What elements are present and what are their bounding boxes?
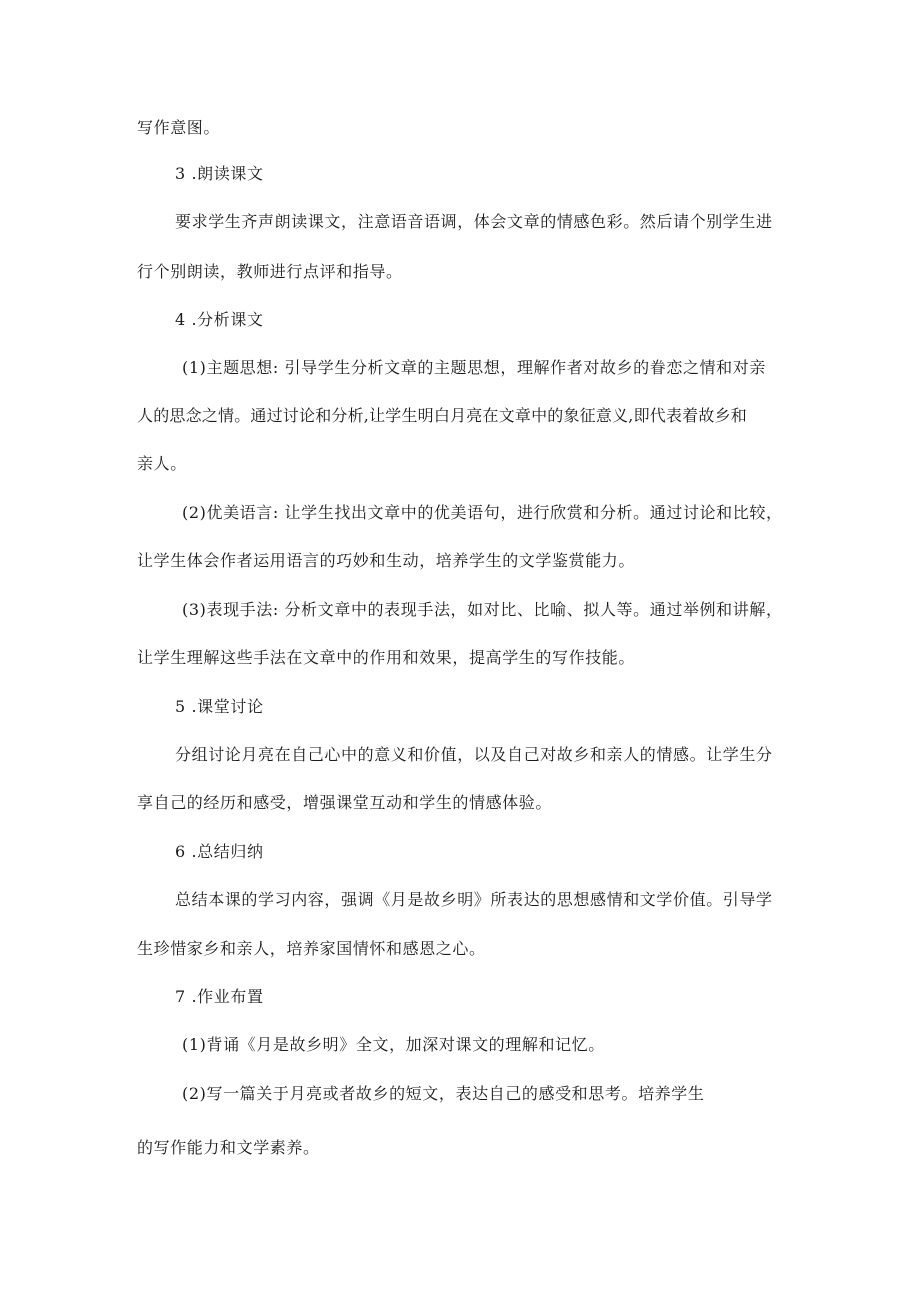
section-heading-summary: 6 .总结归纳 bbox=[175, 842, 264, 861]
text-line: 行个别朗读，教师进行点评和指导。 bbox=[137, 262, 403, 281]
text-line: 生珍惜家乡和亲人，培养家国情怀和感恩之心。 bbox=[137, 939, 486, 958]
text-line: 让学生体会作者运用语言的巧妙和生动，培养学生的文学鉴赏能力。 bbox=[137, 551, 636, 570]
text-line: 写作意图。 bbox=[137, 118, 221, 137]
section-heading-analysis: 4 .分析课文 bbox=[175, 310, 264, 329]
text-line: 享自己的经历和感受，增强课堂互动和学生的情感体验。 bbox=[137, 793, 553, 812]
text-line: 要求学生齐声朗读课文，注意语音语调，体会文章的情感色彩。然后请个别学生进 bbox=[175, 212, 773, 231]
text-line: 总结本课的学习内容，强调《月是故乡明》所表达的思想感情和文学价值。引导学 bbox=[175, 890, 773, 909]
text-line: (2)优美语言: 让学生找出文章中的优美语句，进行欣赏和分析。通过讨论和比较， bbox=[182, 503, 783, 522]
section-heading-reading: 3 .朗读课文 bbox=[175, 164, 264, 183]
text-line: (1)背诵《月是故乡明》全文，加深对课文的理解和记忆。 bbox=[182, 1035, 605, 1054]
section-heading-discussion: 5 .课堂讨论 bbox=[175, 697, 264, 716]
text-line: 人的思念之情。通过讨论和分析,让学生明白月亮在文章中的象征意义,即代表着故乡和 bbox=[137, 406, 747, 425]
text-line: (3)表现手法: 分析文章中的表现手法，如对比、比喻、拟人等。通过举例和讲解， bbox=[182, 600, 783, 619]
text-line: 分组讨论月亮在自己心中的意义和价值，以及自己对故乡和亲人的情感。让学生分 bbox=[175, 745, 773, 764]
text-line: 亲人。 bbox=[137, 454, 187, 473]
text-line: (1)主题思想: 引导学生分析文章的主题思想，理解作者对故乡的眷恋之情和对亲 bbox=[182, 358, 766, 377]
text-line: (2)写一篇关于月亮或者故乡的短文，表达自己的感受和思考。培养学生 bbox=[182, 1084, 705, 1103]
text-line: 的写作能力和文学素养。 bbox=[137, 1138, 320, 1157]
text-line: 让学生理解这些手法在文章中的作用和效果，提高学生的写作技能。 bbox=[137, 648, 636, 667]
section-heading-homework: 7 .作业布置 bbox=[175, 987, 264, 1006]
